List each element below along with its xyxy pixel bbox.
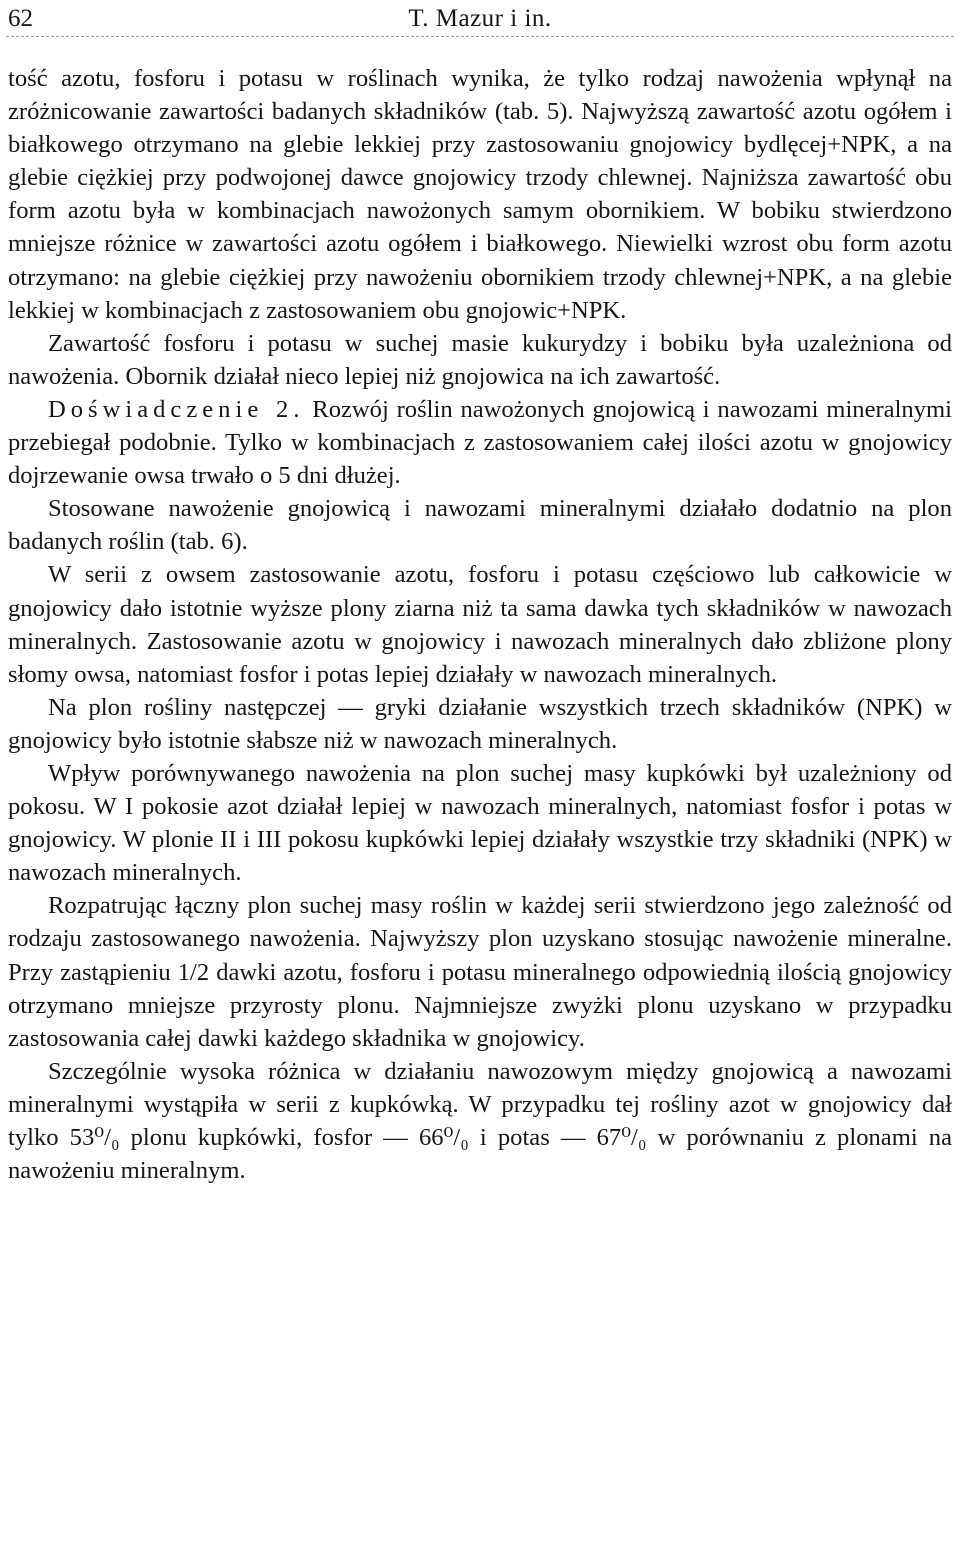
paragraph-cocksfoot: Wpływ porównywanego nawożenia na plon suchej masy kupkówki był uzależniony od pokosu. W I pokosie azot działał lepiej w nawozach mineralnych, natomiast fosfor i potas w gnojowicy. W plonie II i III pokosu kupkówki lepiej działały wszystkie trzy składniki (NPK) w nawozach mineralnych.: [8, 759, 952, 887]
running-head-title: T. Mazur i in.: [408, 5, 552, 32]
paragraph-buckwheat: Na plon rośliny następczej — gryki działanie wszystkich trzech składników (NPK) w gnojowicy było istotnie słabsze niż w nawozach mineralnych.: [8, 693, 952, 754]
paragraph-phosphorus-potassium: Zawartość fosforu i potasu w suchej masie kukurydzy i bobiku była uzależniona od nawożenia. Obornik działał nieco lepiej niż gnojowica na ich zawartość.: [8, 329, 952, 390]
paragraph-experiment-2: [8, 393, 952, 492]
paragraph-yield-effect: Stosowane nawożenie gnojowicą i nawozami mineralnymi działało dodatnio na plon badanych roślin (tab. 6).: [8, 495, 952, 556]
paragraph-experiment-2-text: Rozwój roślin nawożonych gnojowicą i nawozami mineralnymi przebiegał podobnie. Tylko w kombinacjach z zastosowaniem całej ilości azotu w gnojowicy dojrzewanie owsa trwało o 5 dni dłużej.: [8, 395, 952, 490]
paragraph-nitrogen-content: tość azotu, fosforu i potasu w roślinach wynika, że tylko rodzaj nawożenia wpłynął na zróżnicowanie zawartości badanych składników (tab. 5). Najwyższą zawartość azotu ogółem i białkowego otrzymano na glebie lekkiej przy zastosowaniu gnojowicy bydlęcej+NPK, a na glebie ciężkiej przy podwojonej dawce gnojowicy trzody chlewnej. Najniższa zawartość obu form azotu była w kombinacjach nawożonych samym obornikiem. W bobiku stwierdzono mniejsze różnice w zawartości azotu ogółem i białkowego. Niewielki wzrost obu form azotu otrzymano: na glebie ciężkiej przy nawożeniu obornikiem trzody chlewnej+NPK, a na glebie lekkiej w kombinacjach z zastosowaniem obu gnojowic+NPK.: [8, 65, 952, 324]
paragraph-oat-series: W serii z owsem zastosowanie azotu, fosforu i potasu częściowo lub całkowicie w gnojowicy dało istotnie wyższe plony ziarna niż ta sama dawka tych składników w nawozach mineralnych. Zastosowanie azotu w gnojowicy i nawozach mineralnych dało zbliżone plony słomy owsa, natomiast fosfor i potas lepiej działały w nawozach mineralnych.: [8, 561, 952, 688]
header-rule: [6, 36, 954, 37]
section-heading: Doświadczenie 2.: [48, 395, 305, 423]
paragraph-difference: Szczególnie wysoka różnica w działaniu nawozowym między gnojowicą a nawozami mineralnymi wystąpiła w serii z kupkówką. W przypadku tej rośliny azot w gnojowicy dał tylko 53⁰/₀ plonu kupkówki, fosfor — 66⁰/₀ i potas — 67⁰/₀ w porównaniu z plonami na nawożeniu mineralnym.: [8, 1057, 952, 1185]
paragraph-total-yield: Rozpatrując łączny plon suchej masy roślin w każdej serii stwierdzono jego zależność od rodzaju zastosowanego nawożenia. Najwyższy plon uzyskano stosując nawożenie mineralne. Przy zastąpieniu 1/2 dawki azotu, fosforu i potasu mineralnego odpowiednią ilością gnojowicy otrzymano mniejsze przyrosty plonu. Najmniejsze zwyżki plonu uzyskano w przypadku zastosowania całej dawki każdego składnika w gnojowicy.: [8, 892, 952, 1052]
page-number: 62: [8, 5, 33, 32]
running-head: [8, 4, 952, 34]
body-text: [8, 62, 952, 1187]
